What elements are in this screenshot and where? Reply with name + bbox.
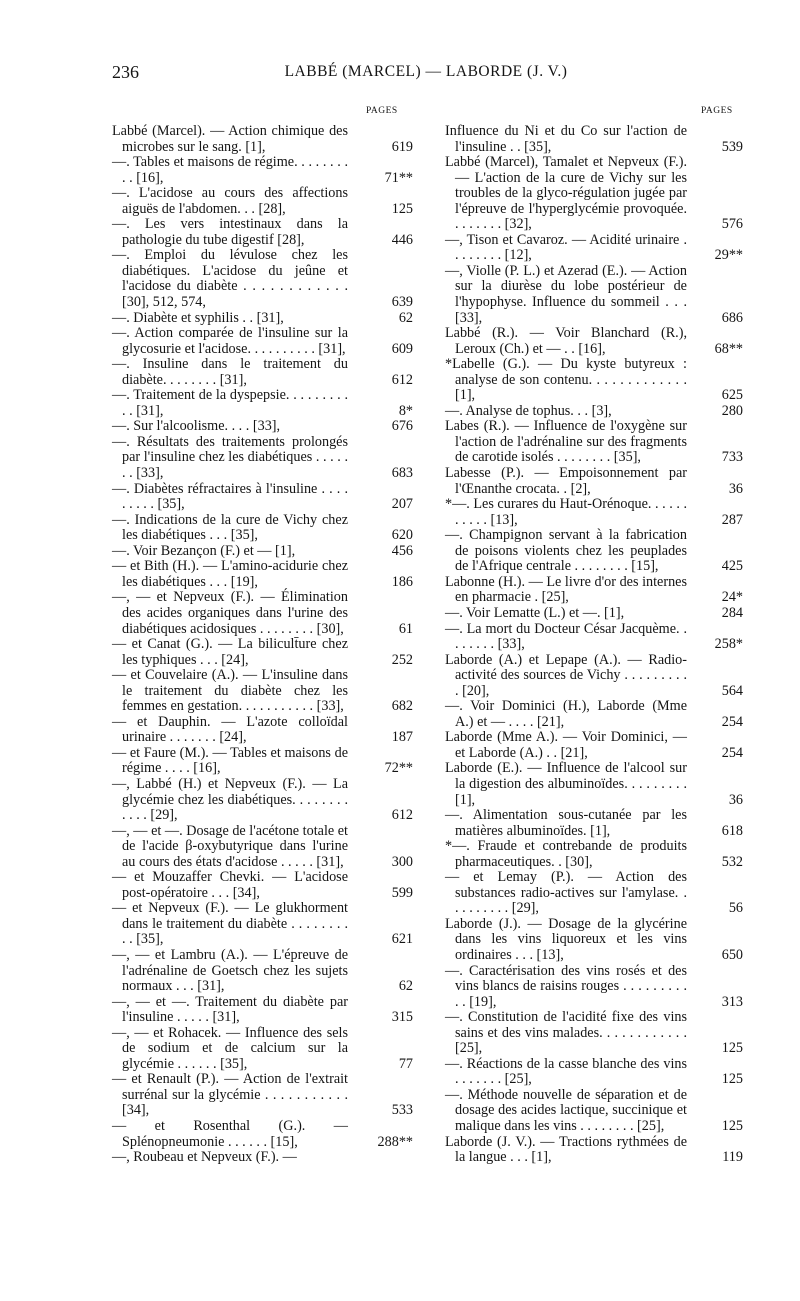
index-entry bbox=[445, 730, 743, 761]
entry-list bbox=[112, 124, 413, 1166]
index-entry bbox=[112, 311, 413, 327]
index-entry bbox=[445, 1057, 743, 1088]
entry-page: 77 bbox=[398, 1055, 413, 1072]
entry-page: 612 bbox=[391, 807, 413, 824]
entry-text: Labonne (H.). — Le livre d'or des internes en pharmacie . [25], bbox=[445, 573, 687, 606]
entry-page: 252 bbox=[391, 651, 413, 668]
entry-page: 425 bbox=[721, 558, 743, 575]
entry-page: 284 bbox=[721, 604, 743, 621]
entry-text: — et Lemay (P.). — Action des substances radio-actives sur l'amylase. . . . . . . . . . [29], bbox=[445, 869, 687, 917]
index-entry bbox=[112, 248, 413, 310]
index-entry bbox=[112, 357, 413, 388]
index-entry bbox=[445, 606, 743, 622]
entry-text: —. Emploi du lévulose chez les diabétiques. L'acidose du jeûne et l'acidose du diabète . . . . . . . . . . . . [30], 512, 574, bbox=[112, 247, 348, 311]
index-entry bbox=[445, 124, 743, 155]
entry-text: *—. Les curares du Haut-Orénoque. . . . . . . . . . . [13], bbox=[445, 496, 687, 528]
entry-text: — et Faure (M.). — Tables et maisons de régime . . . . [16], bbox=[112, 744, 348, 777]
entry-page: 612 bbox=[391, 371, 413, 388]
index-entry bbox=[445, 466, 743, 497]
index-entry bbox=[112, 186, 413, 217]
entry-page: 68** bbox=[714, 340, 743, 357]
index-entry bbox=[445, 964, 743, 1011]
entry-text: — et Nepveux (F.). — Le glukhorment dans le traitement du diabète . . . . . . . . . . [35], bbox=[112, 900, 348, 948]
entry-text: —. Traitement de la dyspepsie. . . . . . . . . . . [31], bbox=[112, 387, 348, 419]
entry-list bbox=[445, 124, 743, 1166]
entry-page: 682 bbox=[391, 698, 413, 715]
index-entry bbox=[445, 264, 743, 326]
entry-text: — et Dauphin. — L'azote colloïdal urinaire . . . . . . . [24], bbox=[112, 713, 348, 746]
entry-page: 619 bbox=[391, 138, 413, 155]
entry-page: 62 bbox=[398, 309, 413, 326]
entry-text: —. Diabète et syphilis . . [31], bbox=[112, 309, 284, 326]
pages-column-header: PAGES bbox=[701, 106, 733, 116]
entry-text: —. Caractérisation des vins rosés et des vins blancs de raisins rouges . . . . . . . . . . . [19], bbox=[445, 962, 687, 1010]
index-entry bbox=[112, 124, 413, 155]
entry-page: 125 bbox=[391, 200, 413, 217]
entry-page: 300 bbox=[391, 853, 413, 870]
index-entry bbox=[445, 1010, 743, 1057]
entry-text: —. Alimentation sous-cutanée par les matières albuminoïdes. [1], bbox=[445, 807, 687, 839]
entry-page: 686 bbox=[721, 309, 743, 326]
entry-page: 36 bbox=[728, 480, 743, 497]
entry-page: 187 bbox=[391, 729, 413, 746]
entry-text: —. Résultats des traitements prolongés par l'insuline chez les diabétiques . . . . . . . [33], bbox=[112, 433, 348, 482]
entry-text: —. Voir Dominici (H.), Laborde (Mme A.) et — . . . . [21], bbox=[445, 698, 687, 730]
entry-text: Labbé (Marcel). — Action chimique des microbes sur le sang. [1], bbox=[112, 123, 348, 155]
entry-page: 61 bbox=[398, 620, 413, 637]
index-entry bbox=[112, 155, 413, 186]
entry-page: 56 bbox=[728, 900, 743, 917]
entry-text: Labbé (Marcel), Tamalet et Nepveux (F.). — L'action de la cure de Vichy sur les troubles de la glyco-régulation jugée par l'épreuve de l'hyperglycémie provoquée. . . . . . . . [32], bbox=[445, 154, 687, 233]
entry-page: 456 bbox=[391, 542, 413, 559]
index-entry bbox=[445, 528, 743, 575]
index-entry bbox=[445, 699, 743, 730]
entry-text: —. Sur l'alcoolisme. . . . [33], bbox=[112, 418, 281, 435]
index-entry bbox=[112, 948, 413, 995]
entry-page: 639 bbox=[391, 294, 413, 311]
entry-page: 315 bbox=[391, 1009, 413, 1026]
index-entry bbox=[112, 870, 413, 901]
entry-text: — et Mouzaffer Chevki. — L'acidose post-opératoire . . . [34], bbox=[112, 869, 348, 901]
entry-page: 625 bbox=[721, 387, 743, 404]
index-entry bbox=[445, 233, 743, 264]
entry-page: 119 bbox=[722, 1149, 743, 1166]
index-entry bbox=[445, 575, 743, 606]
entry-text: — et Couvelaire (A.). — L'insuline dans le traitement du diabète chez les femmes en gestation. . . . . . . . . . . [33], bbox=[112, 667, 348, 715]
entry-page: 8* bbox=[398, 402, 413, 419]
entry-page: 533 bbox=[391, 1102, 413, 1119]
entry-text: — et Canat (G.). — La bilicult̄ure chez les typhiques . . . [24], bbox=[112, 636, 348, 668]
entry-page: 733 bbox=[721, 449, 743, 466]
index-entry bbox=[112, 388, 413, 419]
entry-page: 125 bbox=[721, 1118, 743, 1134]
index-entry bbox=[112, 995, 413, 1026]
index-entry bbox=[112, 326, 413, 357]
index-entry bbox=[445, 357, 743, 404]
index-entry bbox=[445, 622, 743, 653]
entry-page: 254 bbox=[721, 744, 743, 761]
index-entry bbox=[112, 901, 413, 948]
entry-page: 254 bbox=[721, 713, 743, 730]
entry-text: — et Renault (P.). — Action de l'extrait surrénal sur la glycémie . . . . . . . . . . . [34], bbox=[112, 1071, 348, 1119]
index-entry bbox=[112, 217, 413, 248]
entry-page: 576 bbox=[721, 216, 743, 233]
entry-text: Labesse (P.). — Empoisonnement par l'Œnanthe crocata. . [2], bbox=[445, 465, 687, 497]
entry-text: Laborde (E.). — Influence de l'alcool sur la digestion des albuminoïdes. . . . . . . . . [1], bbox=[445, 760, 687, 808]
entry-page: 446 bbox=[391, 231, 413, 248]
entry-page: 288** bbox=[377, 1133, 413, 1150]
index-entry bbox=[445, 1088, 743, 1135]
entry-page: 683 bbox=[391, 465, 413, 482]
entry-page: 599 bbox=[391, 884, 413, 901]
index-entry bbox=[112, 482, 413, 513]
index-entry bbox=[112, 1072, 413, 1119]
entry-text: *—. Fraude et contrebande de produits pharmaceutiques. . [30], bbox=[445, 838, 687, 870]
entry-text: —. Réactions de la casse blanche des vins . . . . . . . [25], bbox=[445, 1055, 687, 1088]
entry-text: —, — et Nepveux (F.). — Élimination des acides organiques dans l'urine des diabétiques acidosiques . . . . . . . . [30], bbox=[112, 589, 348, 637]
entry-text: —, — et —. Dosage de l'acétone totale et de l'acide β-oxybutyrique dans l'urine au cours des états d'acidose . . . . . [31], bbox=[112, 822, 348, 870]
index-entry bbox=[112, 590, 413, 637]
entry-text: Labbé (R.). — Voir Blanchard (R.), Leroux (Ch.) et — . . [16], bbox=[445, 325, 687, 357]
index-entry bbox=[112, 1150, 413, 1166]
index-entry bbox=[112, 637, 413, 668]
entry-text: —, Tison et Cavaroz. — Acidité urinaire . . . . . . . . [12], bbox=[445, 231, 687, 264]
entry-text: —. Constitution de l'acidité fixe des vins sains et des vins malades. . . . . . . . . . . . [25], bbox=[445, 1009, 687, 1057]
index-entry bbox=[112, 544, 413, 560]
index-entry bbox=[112, 419, 413, 435]
index-entry bbox=[112, 513, 413, 544]
entry-page: 287 bbox=[721, 511, 743, 528]
entry-page: 36 bbox=[728, 791, 743, 808]
entry-text: — et Rosenthal (G.). — Splénopneumonie . . . . . . [15], bbox=[112, 1118, 348, 1150]
entry-text: — et Bith (H.). — L'amino-acidurie chez les diabétiques . . . [19], bbox=[112, 558, 348, 590]
index-entry bbox=[445, 808, 743, 839]
entry-page: 29** bbox=[714, 247, 743, 264]
entry-page: 125 bbox=[721, 1071, 743, 1088]
entry-text: Influence du Ni et du Co sur l'action de l'insuline . . [35], bbox=[445, 123, 687, 155]
index-entry bbox=[112, 824, 413, 871]
entry-text: —, — et —. Traitement du diabète par l'insuline . . . . . [31], bbox=[112, 993, 348, 1026]
entry-page: 618 bbox=[721, 822, 743, 839]
entry-page: 676 bbox=[391, 418, 413, 435]
entry-text: —. Tables et maisons de régime. . . . . . . . . . [16], bbox=[112, 154, 348, 186]
entry-page: 24* bbox=[721, 589, 743, 606]
entry-text: Laborde (Mme A.). — Voir Dominici, — et Laborde (A.) . . [21], bbox=[445, 729, 687, 761]
entry-text: —. Diabètes réfractaires à l'insuline . . . . . . . . . [35], bbox=[112, 480, 348, 513]
running-head: LABBÉ (MARCEL) — LABORDE (J. V.) bbox=[284, 63, 568, 80]
entry-text: —. Champignon servant à la fabrication de poisons violents chez les peuplades de l'Afrique centrale . . . . . . . . [15], bbox=[445, 527, 687, 575]
entry-page: 280 bbox=[721, 402, 743, 419]
index-entry bbox=[112, 715, 413, 746]
entry-page: 532 bbox=[721, 853, 743, 870]
entry-text: —, — et Lambru (A.). — L'épreuve de l'adrénaline de Goetsch chez les sujets normaux . . . [31], bbox=[112, 946, 348, 995]
entry-text: —, Roubeau et Nepveux (F.). — bbox=[112, 1149, 297, 1166]
entry-text: Labes (R.). — Influence de l'oxygène sur l'action de l'adrénaline sur des fragments de carotide isolés . . . . . . . . [35], bbox=[445, 418, 687, 466]
entry-text: —. Méthode nouvelle de séparation et de dosage des acides lactique, succinique et malique dans les vins . . . . . . . . [25], bbox=[445, 1086, 687, 1134]
entry-text: —, Violle (P. L.) et Azerad (E.). — Action sur la diurèse du lobe postérieur de l'hypophyse. Influence du sommeil . . . [33], bbox=[445, 262, 687, 326]
entry-text: —. Voir Bezançon (F.) et — [1], bbox=[112, 542, 296, 559]
entry-text: Laborde (J. V.). — Tractions rythmées de la langue . . . [1], bbox=[445, 1133, 687, 1166]
pages-column-header: PAGES bbox=[366, 106, 398, 116]
index-entry bbox=[445, 653, 743, 700]
entry-page: 650 bbox=[721, 946, 743, 963]
entry-text: —. Action comparée de l'insuline sur la glycosurie et l'acidose. . . . . . . . . . [31], bbox=[112, 325, 348, 357]
page-number: 236 bbox=[112, 62, 139, 82]
index-entry bbox=[445, 761, 743, 808]
entry-text: —. Les vers intestinaux dans la pathologie du tube digestif [28], bbox=[112, 216, 348, 248]
index-entry bbox=[445, 917, 743, 964]
index-entry bbox=[112, 435, 413, 482]
entry-page: 71** bbox=[384, 169, 413, 186]
entry-text: —. Analyse de tophus. . . [3], bbox=[445, 402, 612, 419]
index-entry bbox=[445, 155, 743, 233]
index-entry bbox=[112, 559, 413, 590]
entry-page: 62 bbox=[398, 978, 413, 995]
entry-page: 621 bbox=[391, 931, 413, 948]
index-entry bbox=[112, 777, 413, 824]
index-entry bbox=[112, 746, 413, 777]
entry-text: —. Indications de la cure de Vichy chez les diabétiques . . . [35], bbox=[112, 511, 348, 544]
entry-text: —, Labbé (H.) et Nepveux (F.). — La glycémie chez les diabétiques. . . . . . . . . . . . [29], bbox=[112, 775, 348, 824]
index-entry bbox=[445, 497, 743, 528]
entry-text: —. Insuline dans le traitement du diabète. . . . . . . . [31], bbox=[112, 356, 348, 388]
entry-page: 207 bbox=[391, 496, 413, 513]
entry-page: 539 bbox=[721, 138, 743, 155]
entry-page: 258* bbox=[714, 636, 743, 653]
index-entry bbox=[445, 326, 743, 357]
index-entry bbox=[445, 419, 743, 466]
entry-text: Laborde (A.) et Lepape (A.). — Radio-activité des sources de Vichy . . . . . . . . . . [20], bbox=[445, 651, 687, 699]
entry-page: 125 bbox=[721, 1040, 743, 1057]
entry-text: Laborde (J.). — Dosage de la glycérine dans les vins liquoreux et les vins ordinaires . . . [13], bbox=[445, 915, 687, 963]
index-entry bbox=[112, 668, 413, 715]
entry-text: —. L'acidose au cours des affections aiguës de l'abdomen. . . [28], bbox=[112, 185, 348, 217]
entry-page: 186 bbox=[391, 573, 413, 590]
entry-page: 564 bbox=[721, 682, 743, 699]
index-entry bbox=[445, 404, 743, 420]
index-entry bbox=[445, 870, 743, 917]
entry-page: 609 bbox=[391, 340, 413, 357]
page-header bbox=[112, 62, 740, 84]
entry-text: —. Voir Lematte (L.) et —. [1], bbox=[445, 604, 625, 621]
entry-text: —. La mort du Docteur César Jacquème. . . . . . . . [33], bbox=[445, 620, 687, 653]
index-entry bbox=[445, 1135, 743, 1166]
entry-page: 72** bbox=[384, 760, 413, 777]
entry-page: 313 bbox=[721, 993, 743, 1010]
index-entry bbox=[112, 1026, 413, 1073]
index-entry bbox=[112, 1119, 413, 1150]
index-entry bbox=[445, 839, 743, 870]
entry-text: —, — et Rohacek. — Influence des sels de sodium et de calcium sur la glycémie . . . . . . [35], bbox=[112, 1024, 348, 1072]
entry-text: *Labelle (G.). — Du kyste butyreux : analyse de son contenu. . . . . . . . . . . . . [1], bbox=[445, 356, 687, 404]
entry-page: 620 bbox=[391, 527, 413, 544]
